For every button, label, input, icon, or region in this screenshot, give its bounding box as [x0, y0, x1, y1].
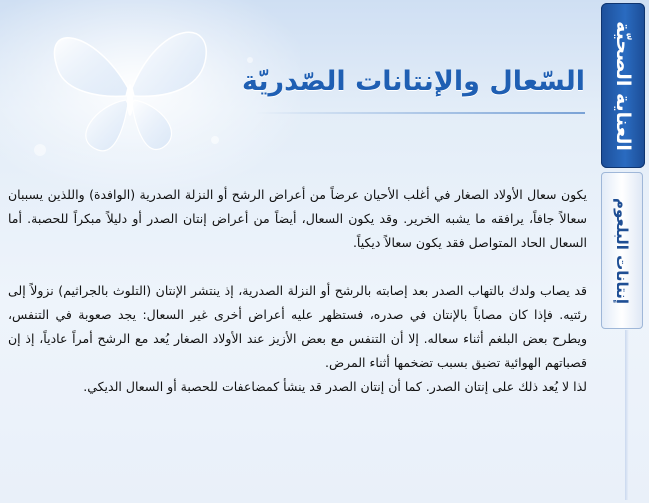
topic-title: إنتانات البلعوم [613, 197, 631, 304]
topic-tab[interactable] [601, 172, 643, 329]
title-underline [255, 112, 585, 114]
article-body [8, 183, 587, 399]
paragraph-1: يكون سعال الأولاد الصغار في أغلب الأحيان عرضاً من أعراض الرشح أو النزلة الصدرية (الوافدة) واللذين يسببان سعالاً جافاً، يرافقه ما يشبه الخرير. وقد يكون السعال، أيضاً من أعراض إنتان الصدر أو دليلاً مبكراً للحصبة. أما السعال الحاد المتواصل فقد يكون سعالاً ديكياً. [8, 187, 587, 250]
section-tab[interactable] [601, 3, 645, 168]
paragraph-2: قد يصاب ولدك بالتهاب الصدر بعد إصابته بالرشح أو النزلة الصدرية، إذ ينتشر الإنتان (التلوث بالجراثيم) نزولاً إلى رئتيه. فإذا كان مصاباً بالإنتان في صدره، فستظهر عليه أعراض أخرى غير السعال: يجد صعوبة في التنفس، ويطرح بعض البلغم أثناء سعاله. إلا أن التنفس مع بعض الأزيز عند الأولاد الصغار يُعد مع الرشح أمراً عادياً، إذ إن قصباتهم الهوائية تضيق بسبب تضخمها أثناء المرض. [8, 283, 587, 370]
sidebar [597, 0, 649, 503]
page-title: السّعال والإنتانات الصّدريّة [242, 66, 585, 97]
section-title: العناية الصحيّة [612, 20, 634, 151]
sidebar-rail [625, 330, 629, 500]
paragraph-3: لذا لا يُعد ذلك على إنتان الصدر. كما أن إنتان الصدر قد ينشأ كمضاعفات للحصبة أو السعال الديكي. [83, 379, 587, 394]
